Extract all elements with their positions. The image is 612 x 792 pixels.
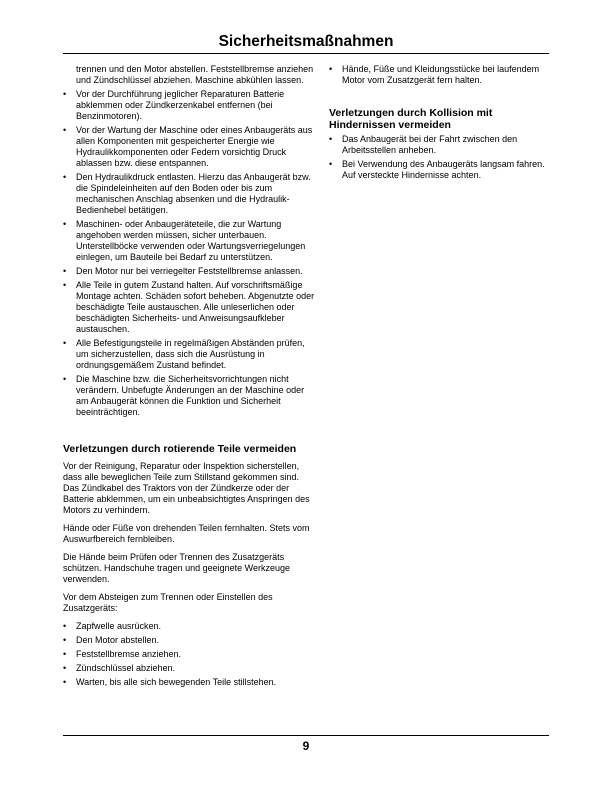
list-item: • Zapfwelle ausrücken. (63, 621, 162, 631)
list-item: • Alle Teile in gutem Zustand halten. Auf vorschriftsmäßige Montage achten. Schäden sofort beheben. Abgenutzte oder beschädigte Teile austauschen. Alle unleserlichen oder beschädigten Sicherheits- und Anweisungsaufkleber austauschen. (63, 280, 315, 334)
list-item: • Vor der Durchführung jeglicher Reparaturen Batterie abklemmen oder Zündkerzenkabel entfernen (bei Benzinmotoren). (63, 89, 285, 121)
list-item: • Hände, Füße und Kleidungsstücke bei laufendem Motor vom Zusatzgerät fern halten. (329, 64, 540, 85)
paragraph: Vor dem Absteigen zum Trennen oder Einstellen des Zusatzgeräts: (63, 592, 273, 613)
footer-rule (63, 735, 549, 736)
safety-bullet-list (63, 89, 315, 418)
continuation-text: trennen und den Motor abstellen. Feststellbremse anziehen und Zündschlüssel abziehen. Maschine abkühlen lassen. (76, 64, 314, 85)
paragraph: Vor der Reinigung, Reparatur oder Inspektion sicherstellen, dass alle beweglichen Teile zum Stillstand gekommen sind. Das Zündkabel des Traktors von der Zündkerze oder der Batterie abklemmen, um ein unbeabsichtigtes Anspringen des Motors zu verhindern. (63, 461, 310, 515)
header-rule (63, 53, 549, 54)
list-item: • Maschinen- oder Anbaugeräteteile, die zur Wartung angehoben werden müssen, sicher unterbauen. Unterstellböcke verwenden oder Wartungsverriegelungen einlegen, um Bauteile bei Bedarf zu unterstützen. (63, 219, 306, 262)
list-item: • Die Maschine bzw. die Sicherheitsvorrichtungen nicht verändern. Unbefugte Änderungen an der Maschine oder am Anbaugerät können die Funktion und Sicherheit beeinträchtigen. (63, 374, 305, 417)
page-number: 9 (302, 739, 310, 753)
section-heading-rotating-parts: Verletzungen durch rotierende Teile vermeiden (63, 443, 297, 455)
list-item: • Den Hydraulikdruck entlasten. Hierzu das Anbaugerät bzw. die Spindeleinheiten auf den Boden oder bis zum mechanischen Anschlag absenken und die Hydraulik-Bedienhebel betätigen. (63, 172, 311, 215)
paragraph: Hände oder Füße von drehenden Teilen fernhalten. Stets vom Auswurfbereich fernbleiben. (63, 523, 310, 544)
list-item: • Den Motor nur bei verriegelter Feststellbremse anlassen. (63, 266, 303, 276)
paragraph: Die Hände beim Prüfen oder Trennen des Zusatzgeräts schützen. Handschuhe tragen und geeignete Werkzeuge verwenden. (63, 552, 290, 584)
list-item: • Alle Befestigungsteile in regelmäßigen Abständen prüfen, um sicherzustellen, dass sich die Ausrüstung in ordnungsgemäßem Zustand befindet. (63, 338, 305, 370)
list-item: • Bei Verwendung des Anbaugeräts langsam fahren. Auf versteckte Hindernisse achten. (329, 159, 545, 180)
dismount-bullet-list (63, 621, 315, 688)
page-title: Sicherheitsmaßnahmen (218, 33, 394, 50)
list-item: • Vor der Wartung der Maschine oder eines Anbaugeräts aus allen Komponenten mit gespeicherter Energie wie Hydraulikkomponenten oder Federn vorsichtig Druck ablassen bzw. diese entspannen. (63, 125, 313, 168)
left-column (63, 64, 315, 691)
list-item: • Feststellbremse anziehen. (63, 649, 182, 659)
right-column (329, 64, 553, 184)
section-heading-collision: Verletzungen durch Kollision mit Hindernissen vermeiden (329, 107, 493, 131)
top-bullet-list (329, 64, 553, 86)
collision-bullet-list (329, 134, 553, 181)
list-item: • Den Motor abstellen. (63, 635, 160, 645)
list-item: • Zündschlüssel abziehen. (63, 663, 176, 673)
list-item: • Warten, bis alle sich bewegenden Teile stillstehen. (63, 677, 277, 687)
list-item: • Das Anbaugerät bei der Fahrt zwischen den Arbeitsstellen anheben. (329, 134, 518, 155)
